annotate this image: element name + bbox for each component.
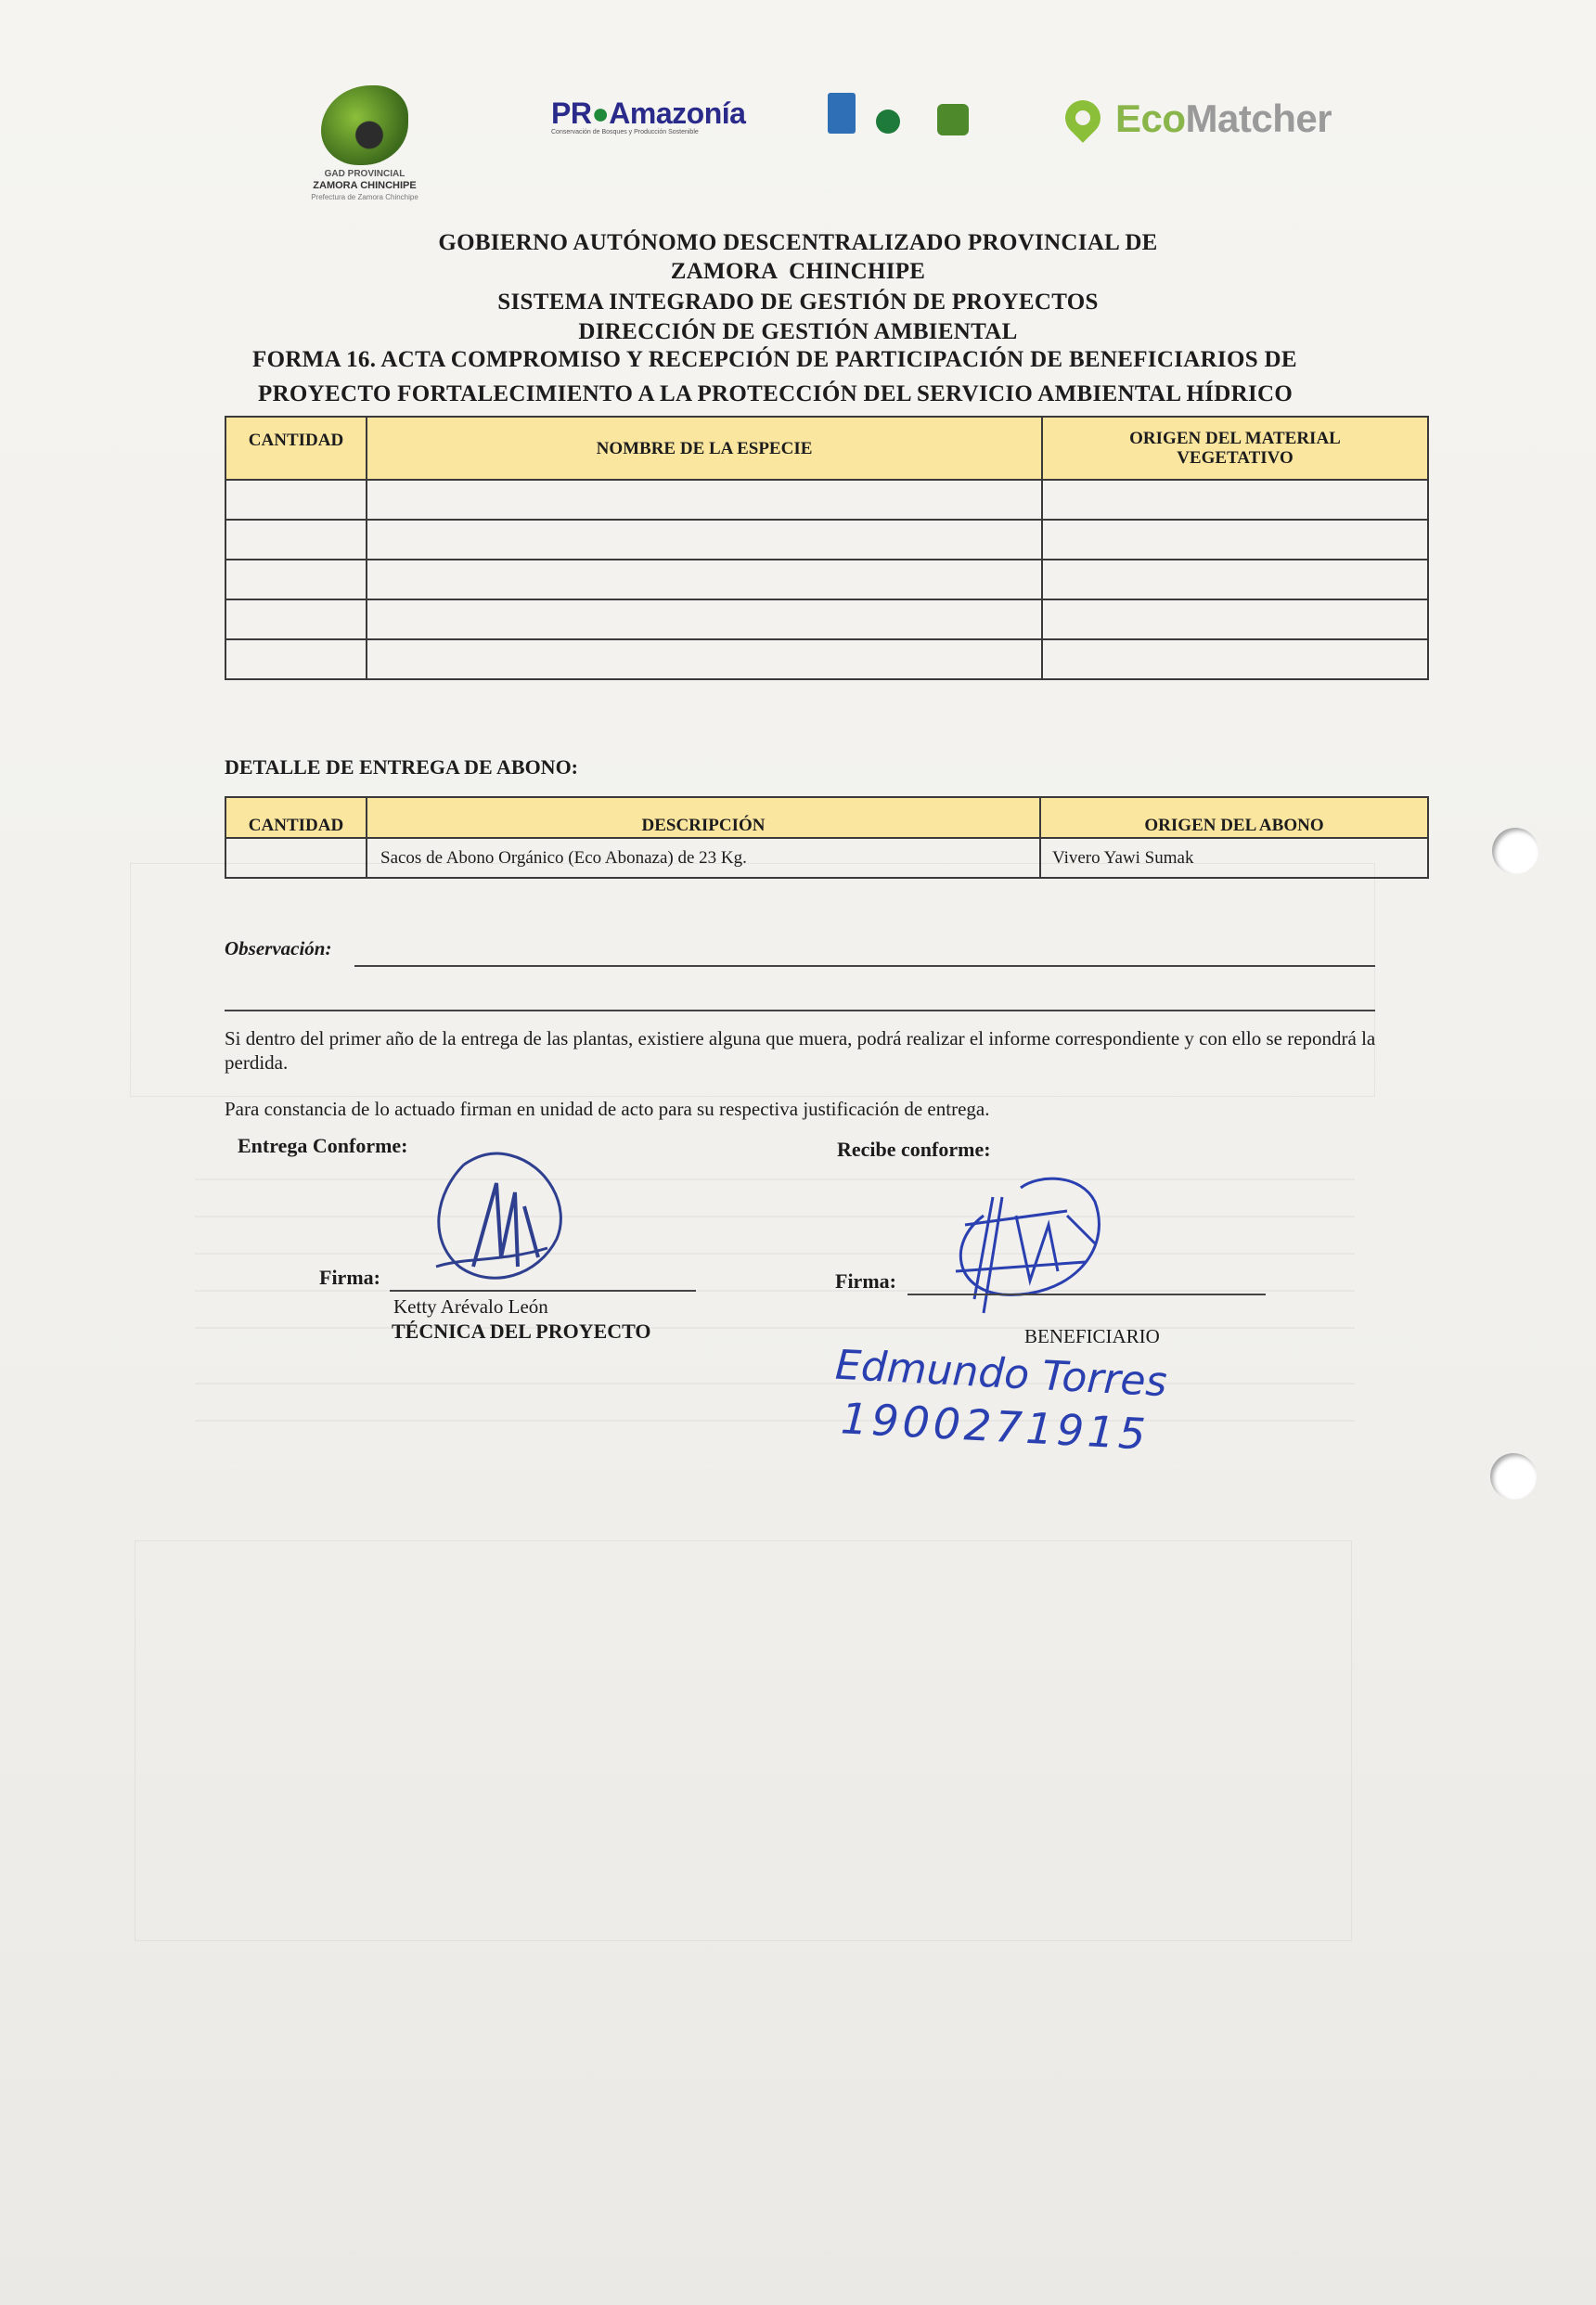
undp-logo (828, 93, 856, 134)
column-header-nombre: NOMBRE DE LA ESPECIE (367, 417, 1042, 480)
header-line-2: ZAMORA CHINCHIPE (670, 259, 926, 284)
location-pin-icon (1058, 93, 1108, 143)
handwritten-id: 1900271915 (839, 1393, 1151, 1460)
table-header-row (225, 417, 1428, 480)
ecomatcher-logo (1065, 97, 1399, 152)
tecnica-name: Ketty Arévalo León (393, 1295, 548, 1318)
species-table (225, 416, 1429, 680)
gef-logo (876, 109, 900, 134)
logo-subtitle: Conservación de Bosques y Producción Sostenible (551, 129, 699, 135)
partner-logo (937, 104, 969, 135)
replacement-clause: Si dentro del primer año de la entrega de las plantas, existiere alguna que muera, podrá realizar el informe correspondiente y con ello se repondrá la perdida. (225, 1027, 1376, 1074)
table-cell: Vivero Yawi Sumak (1040, 838, 1428, 878)
signature-line-left (390, 1290, 696, 1292)
table-cell (1042, 639, 1428, 679)
column-header-cantidad: CANTIDAD (225, 797, 367, 838)
table-cell (367, 599, 1042, 639)
logo-text: PR (551, 97, 592, 130)
bleed-through-text (195, 1420, 1355, 1422)
signature-line-right (907, 1294, 1266, 1295)
column-header-origen: ORIGEN DEL MATERIAL VEGETATIVO (1042, 417, 1428, 480)
logo-text: Eco (1115, 97, 1186, 140)
abono-section-title: DETALLE DE ENTREGA DE ABONO: (225, 755, 579, 779)
table-row (225, 838, 1428, 878)
bleed-through-text (195, 1216, 1355, 1217)
swirl-icon (341, 109, 388, 156)
form-title-line-2: PROYECTO FORTALECIMIENTO A LA PROTECCIÓN DEL SERVICIO AMBIENTAL HÍDRICO (258, 381, 1294, 406)
table-cell (1042, 560, 1428, 599)
globe-icon: ● (591, 97, 610, 130)
column-header-descripcion: DESCRIPCIÓN (367, 797, 1040, 838)
bleed-through-text (195, 1178, 1355, 1180)
signature-ketty-arevalo (408, 1127, 585, 1304)
table-header-row (225, 797, 1428, 838)
table-cell (225, 480, 367, 520)
bleed-through-text (195, 1383, 1355, 1384)
table-row (225, 639, 1428, 679)
bleed-through-table (135, 1540, 1352, 1941)
tecnica-role: TÉCNICA DEL PROYECTO (392, 1320, 651, 1343)
table-cell (225, 520, 367, 560)
column-header-cantidad: CANTIDAD (225, 417, 367, 480)
firma-label-left: Firma: (319, 1266, 380, 1289)
table-cell (225, 560, 367, 599)
proamazonia-logo (551, 97, 783, 152)
table-cell (225, 599, 367, 639)
table-row (225, 480, 1428, 520)
firma-label-right: Firma: (835, 1269, 896, 1293)
beneficiario-role: BENEFICIARIO (1024, 1325, 1160, 1347)
logo-text: ZAMORA CHINCHIPE (313, 180, 417, 191)
logo-text: Amazonía (609, 97, 746, 130)
entrega-conforme-label: Entrega Conforme: (238, 1134, 408, 1157)
logo-text: Prefectura de Zamora Chinchipe (311, 193, 418, 201)
form-title-line-1: FORMA 16. ACTA COMPROMISO Y RECEPCIÓN DE PARTICIPACIÓN DE BENEFICIARIOS DE (252, 347, 1297, 372)
bleed-through-text (195, 1327, 1355, 1329)
bleed-through-text (195, 1290, 1355, 1292)
table-row (225, 599, 1428, 639)
table-cell: Sacos de Abono Orgánico (Eco Abonaza) de 23 Kg. (367, 838, 1040, 878)
observacion-line (225, 1010, 1375, 1011)
observacion-line (354, 965, 1375, 967)
column-header-origen-abono: ORIGEN DEL ABONO (1040, 797, 1428, 838)
header-line-1: GOBIERNO AUTÓNOMO DESCENTRALIZADO PROVINCIAL DE (438, 230, 1158, 255)
table-cell (367, 639, 1042, 679)
abono-table (225, 796, 1429, 879)
bleed-through-text (195, 1253, 1355, 1255)
header-line-3: SISTEMA INTEGRADO DE GESTIÓN DE PROYECTOS (497, 290, 1099, 315)
logo-text: Matcher (1185, 97, 1332, 140)
recibe-conforme-label: Recibe conforme: (837, 1138, 991, 1161)
table-cell (367, 560, 1042, 599)
handwritten-name: Edmundo Torres (833, 1341, 1168, 1407)
observacion-label: Observación: (225, 937, 332, 959)
table-cell (1042, 480, 1428, 520)
header-line-4: DIRECCIÓN DE GESTIÓN AMBIENTAL (578, 319, 1018, 344)
table-cell (225, 838, 367, 878)
table-row (225, 520, 1428, 560)
table-row (225, 560, 1428, 599)
table-cell (1042, 520, 1428, 560)
table-cell (367, 520, 1042, 560)
punch-hole (1492, 828, 1538, 874)
constancy-clause: Para constancia de lo actuado firman en unidad de acto para su respectiva justificación de entrega. (225, 1098, 990, 1120)
zamora-chinchipe-logo (295, 82, 434, 202)
table-cell (225, 639, 367, 679)
table-cell (1042, 599, 1428, 639)
table-cell (367, 480, 1042, 520)
logo-text: GAD PROVINCIAL (324, 169, 405, 179)
punch-hole (1490, 1453, 1537, 1500)
